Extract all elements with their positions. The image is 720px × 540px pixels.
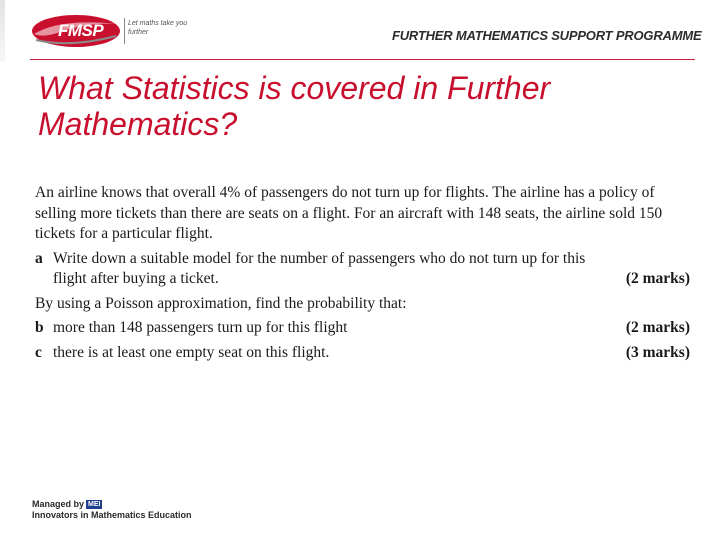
part-b-text: more than 148 passengers turn up for this flight: [53, 319, 348, 336]
slide-title: What Statistics is covered in Further Mathematics?: [38, 70, 551, 142]
question-instruction: By using a Poisson approximation, find the probability that:: [35, 294, 407, 312]
left-edge-bar: [0, 0, 5, 62]
part-c-label: c: [35, 343, 42, 361]
logo-tagline: Let maths take you further: [128, 20, 188, 36]
programme-title: FURTHER MATHEMATICS SUPPORT PROGRAMME: [392, 28, 702, 43]
question-intro: An airline knows that overall 4% of passengers do not turn up for flights. The airline has a policy of selling more tickets than there are seats on a flight. For an aircraft with 148 seats, the airline sold 150 tickets for a particular flight.: [35, 184, 663, 242]
part-b-marks: (2 marks): [625, 319, 690, 336]
part-c-text: there is at least one empty seat on this flight.: [53, 343, 330, 361]
part-a-marks: (2 marks): [625, 270, 690, 287]
logo-divider: [124, 18, 125, 44]
question-part-b: [35, 318, 690, 339]
exam-question: [35, 183, 690, 363]
header-divider: [30, 59, 695, 60]
part-a-label: a: [35, 249, 43, 267]
mei-logo: MEI: [88, 501, 101, 508]
question-part-a: [35, 249, 690, 290]
footer-tagline: Innovators in Mathematics Education: [32, 510, 192, 520]
footer-managed-by: [32, 499, 192, 510]
part-b-label: b: [35, 319, 44, 336]
fmsp-logo: [30, 12, 188, 52]
managed-by-text: Managed by: [32, 499, 85, 509]
part-a-text: Write down a suitable model for the number of passengers who do not turn up for this flight after buying a ticket.: [53, 249, 586, 287]
part-c-marks: (3 marks): [625, 343, 690, 361]
footer: [32, 499, 192, 521]
logo-name: FMSP: [58, 21, 104, 40]
question-part-c: [35, 343, 690, 364]
